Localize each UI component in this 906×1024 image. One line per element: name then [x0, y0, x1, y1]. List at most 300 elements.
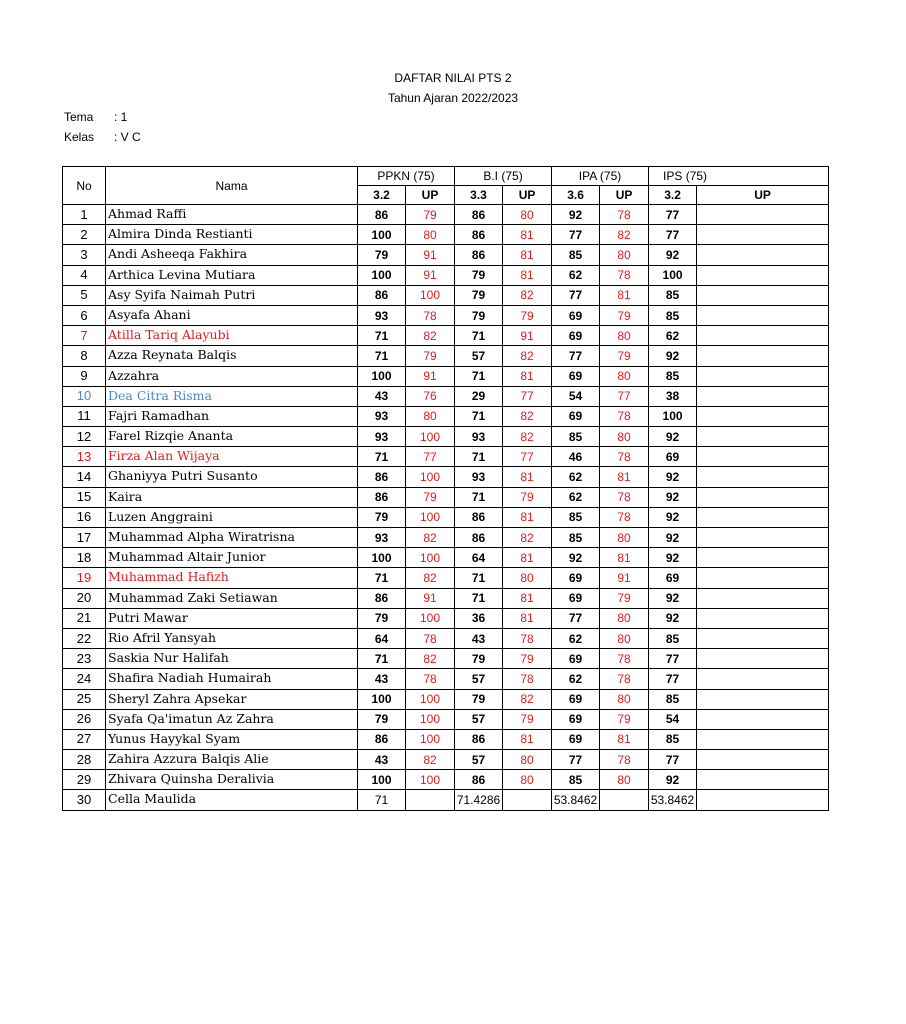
- score: 79: [455, 285, 503, 305]
- remedial-score: [697, 205, 829, 225]
- row-number: 27: [63, 729, 106, 749]
- remedial-score: [503, 790, 552, 810]
- score: 92: [649, 346, 697, 366]
- remedial-score: 78: [600, 507, 649, 527]
- score: 69: [552, 729, 600, 749]
- student-name: Fajri Ramadhan: [106, 406, 358, 426]
- student-name: Andi Asheeqa Fakhira: [106, 245, 358, 265]
- remedial-score: [697, 548, 829, 568]
- remedial-score: 100: [406, 285, 455, 305]
- header-row-subjects: [63, 167, 829, 186]
- remedial-score: 100: [406, 608, 455, 628]
- remedial-score: [697, 709, 829, 729]
- remedial-score: [697, 366, 829, 386]
- student-name: Kaira: [106, 487, 358, 507]
- student-name: Putri Mawar: [106, 608, 358, 628]
- row-number: 19: [63, 568, 106, 588]
- remedial-score: 80: [600, 528, 649, 548]
- row-number: 30: [63, 790, 106, 810]
- student-name: Ghaniyya Putri Susanto: [106, 467, 358, 487]
- remedial-score: 80: [406, 225, 455, 245]
- document-title: DAFTAR NILAI PTS 2: [394, 71, 512, 85]
- remedial-score: [697, 346, 829, 366]
- score: 86: [358, 467, 406, 487]
- remedial-score: [697, 729, 829, 749]
- remedial-score: 78: [406, 669, 455, 689]
- remedial-score: 80: [503, 568, 552, 588]
- score: 100: [358, 689, 406, 709]
- student-name: Zhivara Quinsha Deralivia: [106, 770, 358, 790]
- header-kd-ipa: 3.6: [552, 186, 600, 205]
- remedial-score: [697, 265, 829, 285]
- student-name: Yunus Hayykal Syam: [106, 729, 358, 749]
- table-row: [63, 225, 829, 245]
- score: 86: [358, 487, 406, 507]
- score: 86: [358, 588, 406, 608]
- table-row: [63, 689, 829, 709]
- remedial-score: 79: [600, 709, 649, 729]
- score: 93: [455, 467, 503, 487]
- remedial-score: 81: [600, 467, 649, 487]
- score: 85: [552, 245, 600, 265]
- remedial-score: 82: [406, 649, 455, 669]
- score: 69: [649, 568, 697, 588]
- row-number: 7: [63, 326, 106, 346]
- remedial-score: 100: [406, 467, 455, 487]
- student-name: Syafa Qa'imatun Az Zahra: [106, 709, 358, 729]
- table-row: [63, 265, 829, 285]
- score: 86: [455, 507, 503, 527]
- header-kd-ips: 3.2: [649, 186, 697, 205]
- score: 77: [552, 285, 600, 305]
- remedial-score: 80: [406, 406, 455, 426]
- remedial-score: 79: [503, 709, 552, 729]
- remedial-score: 78: [600, 265, 649, 285]
- row-number: 26: [63, 709, 106, 729]
- remedial-score: 81: [503, 366, 552, 386]
- score: 79: [358, 507, 406, 527]
- grades-table-viewport: [62, 166, 771, 818]
- row-number: 2: [63, 225, 106, 245]
- score: 93: [358, 305, 406, 325]
- score: 92: [649, 588, 697, 608]
- score: 85: [552, 528, 600, 548]
- remedial-score: 100: [406, 507, 455, 527]
- student-name: Firza Alan Wijaya: [106, 447, 358, 467]
- score: 71: [358, 649, 406, 669]
- remedial-score: 81: [503, 507, 552, 527]
- student-name: Muhammad Zaki Setiawan: [106, 588, 358, 608]
- score: 53.8462: [552, 790, 600, 810]
- score: 92: [649, 608, 697, 628]
- table-row: [63, 305, 829, 325]
- kelas-value: : V C: [114, 130, 141, 144]
- remedial-score: 81: [503, 608, 552, 628]
- remedial-score: 82: [503, 528, 552, 548]
- row-number: 14: [63, 467, 106, 487]
- remedial-score: 78: [503, 628, 552, 648]
- score: 85: [649, 729, 697, 749]
- tema-line: [64, 110, 127, 124]
- header-kd-ppkn: 3.2: [358, 186, 406, 205]
- grades-table: [62, 166, 829, 811]
- score: 69: [552, 568, 600, 588]
- score: 62: [552, 265, 600, 285]
- student-name: Atilla Tariq Alayubi: [106, 326, 358, 346]
- score: 71: [455, 487, 503, 507]
- remedial-score: [697, 608, 829, 628]
- table-row: [63, 406, 829, 426]
- remedial-score: [697, 386, 829, 406]
- remedial-score: 80: [503, 750, 552, 770]
- row-number: 23: [63, 649, 106, 669]
- table-row: [63, 548, 829, 568]
- student-name: Muhammad Alpha Wiratrisna: [106, 528, 358, 548]
- score: 71: [358, 790, 406, 810]
- remedial-score: 78: [600, 649, 649, 669]
- remedial-score: 91: [503, 326, 552, 346]
- remedial-score: 82: [406, 568, 455, 588]
- remedial-score: [697, 568, 829, 588]
- header-up-ipa: UP: [600, 186, 649, 205]
- student-name: Zahira Azzura Balqis Alie: [106, 750, 358, 770]
- row-number: 25: [63, 689, 106, 709]
- score: 69: [552, 326, 600, 346]
- header-up-bi: UP: [503, 186, 552, 205]
- table-row: [63, 245, 829, 265]
- remedial-score: [697, 588, 829, 608]
- score: 62: [552, 628, 600, 648]
- score: 93: [358, 528, 406, 548]
- row-number: 8: [63, 346, 106, 366]
- remedial-score: 80: [600, 608, 649, 628]
- kelas-label: Kelas: [64, 130, 95, 144]
- remedial-score: 78: [406, 628, 455, 648]
- remedial-score: 81: [503, 588, 552, 608]
- row-number: 21: [63, 608, 106, 628]
- score: 100: [358, 770, 406, 790]
- score: 92: [649, 245, 697, 265]
- score: 71.4286: [455, 790, 503, 810]
- row-number: 28: [63, 750, 106, 770]
- remedial-score: 76: [406, 386, 455, 406]
- remedial-score: [697, 669, 829, 689]
- remedial-score: 82: [406, 326, 455, 346]
- score: 69: [552, 588, 600, 608]
- row-number: 13: [63, 447, 106, 467]
- table-row: [63, 487, 829, 507]
- score: 93: [455, 427, 503, 447]
- remedial-score: [697, 507, 829, 527]
- score: 86: [358, 205, 406, 225]
- remedial-score: [697, 487, 829, 507]
- remedial-score: 80: [600, 770, 649, 790]
- remedial-score: 79: [406, 346, 455, 366]
- table-row: [63, 447, 829, 467]
- score: 85: [649, 285, 697, 305]
- remedial-score: 79: [503, 649, 552, 669]
- header-subject-ppkn: PPKN (75): [358, 167, 455, 186]
- score: 79: [455, 305, 503, 325]
- remedial-score: 78: [600, 750, 649, 770]
- score: 36: [455, 608, 503, 628]
- score: 77: [552, 346, 600, 366]
- score: 100: [649, 265, 697, 285]
- row-number: 22: [63, 628, 106, 648]
- remedial-score: 100: [406, 729, 455, 749]
- table-row: [63, 326, 829, 346]
- remedial-score: 79: [600, 305, 649, 325]
- remedial-score: [697, 326, 829, 346]
- score: 53.8462: [649, 790, 697, 810]
- score: 43: [358, 386, 406, 406]
- score: 71: [455, 588, 503, 608]
- score: 79: [358, 608, 406, 628]
- student-name: Azza Reynata Balqis: [106, 346, 358, 366]
- kelas-line: [64, 130, 141, 144]
- score: 85: [552, 770, 600, 790]
- score: 93: [358, 427, 406, 447]
- table-row: [63, 568, 829, 588]
- score: 86: [455, 205, 503, 225]
- table-row: [63, 790, 829, 810]
- score: 100: [649, 406, 697, 426]
- score: 71: [455, 568, 503, 588]
- score: 71: [358, 326, 406, 346]
- score: 85: [649, 689, 697, 709]
- score: 29: [455, 386, 503, 406]
- remedial-score: 100: [406, 709, 455, 729]
- table-row: [63, 346, 829, 366]
- header-up-ppkn: UP: [406, 186, 455, 205]
- table-row: [63, 770, 829, 790]
- score: 86: [358, 729, 406, 749]
- score: 64: [455, 548, 503, 568]
- score: 77: [649, 225, 697, 245]
- remedial-score: [697, 245, 829, 265]
- remedial-score: 81: [503, 225, 552, 245]
- remedial-score: 77: [600, 386, 649, 406]
- remedial-score: 82: [503, 406, 552, 426]
- remedial-score: [600, 790, 649, 810]
- remedial-score: 77: [503, 386, 552, 406]
- remedial-score: 80: [503, 770, 552, 790]
- row-number: 3: [63, 245, 106, 265]
- score: 100: [358, 366, 406, 386]
- row-number: 5: [63, 285, 106, 305]
- row-number: 9: [63, 366, 106, 386]
- student-name: Cella Maulida: [106, 790, 358, 810]
- score: 79: [455, 265, 503, 285]
- score: 43: [455, 628, 503, 648]
- score: 64: [358, 628, 406, 648]
- score: 69: [552, 305, 600, 325]
- score: 85: [649, 366, 697, 386]
- score: 57: [455, 709, 503, 729]
- remedial-score: 78: [600, 487, 649, 507]
- row-number: 29: [63, 770, 106, 790]
- remedial-score: 78: [503, 669, 552, 689]
- row-number: 17: [63, 528, 106, 548]
- score: 69: [649, 447, 697, 467]
- student-name: Rio Afril Yansyah: [106, 628, 358, 648]
- score: 71: [358, 447, 406, 467]
- score: 77: [552, 750, 600, 770]
- remedial-score: 82: [503, 689, 552, 709]
- remedial-score: 100: [406, 548, 455, 568]
- student-name: Almira Dinda Restianti: [106, 225, 358, 245]
- table-row: [63, 669, 829, 689]
- score: 69: [552, 649, 600, 669]
- header-subject-bi: B.I (75): [455, 167, 552, 186]
- remedial-score: [697, 285, 829, 305]
- student-name: Muhammad Altair Junior: [106, 548, 358, 568]
- score: 69: [552, 689, 600, 709]
- document-subtitle: Tahun Ajaran 2022/2023: [387, 91, 519, 105]
- student-name: Saskia Nur Halifah: [106, 649, 358, 669]
- score: 86: [455, 729, 503, 749]
- remedial-score: [697, 628, 829, 648]
- score: 62: [649, 326, 697, 346]
- table-row: [63, 750, 829, 770]
- remedial-score: 81: [600, 285, 649, 305]
- remedial-score: 79: [406, 205, 455, 225]
- score: 92: [649, 548, 697, 568]
- score: 54: [649, 709, 697, 729]
- score: 77: [552, 608, 600, 628]
- remedial-score: 80: [600, 245, 649, 265]
- remedial-score: 78: [600, 406, 649, 426]
- score: 62: [552, 669, 600, 689]
- score: 79: [455, 649, 503, 669]
- score: 100: [358, 225, 406, 245]
- remedial-score: 91: [600, 568, 649, 588]
- score: 69: [552, 366, 600, 386]
- remedial-score: [406, 790, 455, 810]
- remedial-score: 81: [503, 467, 552, 487]
- score: 86: [455, 245, 503, 265]
- remedial-score: 78: [600, 669, 649, 689]
- student-name: Dea Citra Risma: [106, 386, 358, 406]
- row-number: 20: [63, 588, 106, 608]
- remedial-score: 79: [503, 305, 552, 325]
- remedial-score: 100: [406, 427, 455, 447]
- student-name: Azzahra: [106, 366, 358, 386]
- remedial-score: 82: [600, 225, 649, 245]
- score: 100: [358, 265, 406, 285]
- remedial-score: 81: [600, 548, 649, 568]
- score: 69: [552, 709, 600, 729]
- remedial-score: [697, 689, 829, 709]
- remedial-score: 77: [406, 447, 455, 467]
- student-name: Ahmad Raffi: [106, 205, 358, 225]
- remedial-score: 80: [600, 326, 649, 346]
- remedial-score: [697, 649, 829, 669]
- score: 54: [552, 386, 600, 406]
- remedial-score: [697, 305, 829, 325]
- row-number: 18: [63, 548, 106, 568]
- remedial-score: 82: [503, 285, 552, 305]
- score: 86: [455, 770, 503, 790]
- table-row: [63, 205, 829, 225]
- remedial-score: 81: [600, 729, 649, 749]
- score: 38: [649, 386, 697, 406]
- remedial-score: 78: [406, 305, 455, 325]
- remedial-score: 81: [503, 729, 552, 749]
- remedial-score: [697, 427, 829, 447]
- score: 93: [358, 406, 406, 426]
- remedial-score: 80: [600, 689, 649, 709]
- remedial-score: 79: [600, 588, 649, 608]
- remedial-score: 80: [600, 427, 649, 447]
- row-number: 11: [63, 406, 106, 426]
- score: 77: [552, 225, 600, 245]
- score: 77: [649, 669, 697, 689]
- score: 85: [552, 427, 600, 447]
- header-subject-ipa: IPA (75): [552, 167, 649, 186]
- student-name: Farel Rizqie Ananta: [106, 427, 358, 447]
- score: 92: [552, 205, 600, 225]
- table-row: [63, 285, 829, 305]
- tema-value: : 1: [114, 110, 128, 124]
- row-number: 24: [63, 669, 106, 689]
- remedial-score: 82: [503, 427, 552, 447]
- remedial-score: 100: [406, 770, 455, 790]
- table-row: [63, 649, 829, 669]
- remedial-score: 80: [600, 366, 649, 386]
- score: 79: [455, 689, 503, 709]
- score: 77: [649, 649, 697, 669]
- score: 69: [552, 406, 600, 426]
- score: 43: [358, 750, 406, 770]
- remedial-score: 82: [503, 346, 552, 366]
- remedial-score: 81: [503, 245, 552, 265]
- remedial-score: 81: [503, 265, 552, 285]
- remedial-score: 79: [406, 487, 455, 507]
- row-number: 4: [63, 265, 106, 285]
- score: 71: [358, 568, 406, 588]
- table-row: [63, 467, 829, 487]
- score: 92: [649, 770, 697, 790]
- table-row: [63, 628, 829, 648]
- score: 92: [649, 427, 697, 447]
- score: 57: [455, 750, 503, 770]
- table-row: [63, 366, 829, 386]
- remedial-score: 79: [600, 346, 649, 366]
- remedial-score: [697, 770, 829, 790]
- score: 79: [358, 709, 406, 729]
- student-name: Asy Syifa Naimah Putri: [106, 285, 358, 305]
- row-number: 1: [63, 205, 106, 225]
- row-number: 10: [63, 386, 106, 406]
- table-row: [63, 386, 829, 406]
- tema-label: Tema: [64, 110, 94, 124]
- score: 71: [455, 366, 503, 386]
- remedial-score: 80: [600, 628, 649, 648]
- table-row: [63, 588, 829, 608]
- row-number: 12: [63, 427, 106, 447]
- score: 92: [649, 467, 697, 487]
- table-row: [63, 528, 829, 548]
- remedial-score: 78: [600, 447, 649, 467]
- student-name: Shafira Nadiah Humairah: [106, 669, 358, 689]
- score: 77: [649, 750, 697, 770]
- remedial-score: [697, 750, 829, 770]
- score: 85: [552, 507, 600, 527]
- remedial-score: [697, 447, 829, 467]
- remedial-score: 91: [406, 245, 455, 265]
- header-subject-ips: IPS (75): [649, 167, 829, 186]
